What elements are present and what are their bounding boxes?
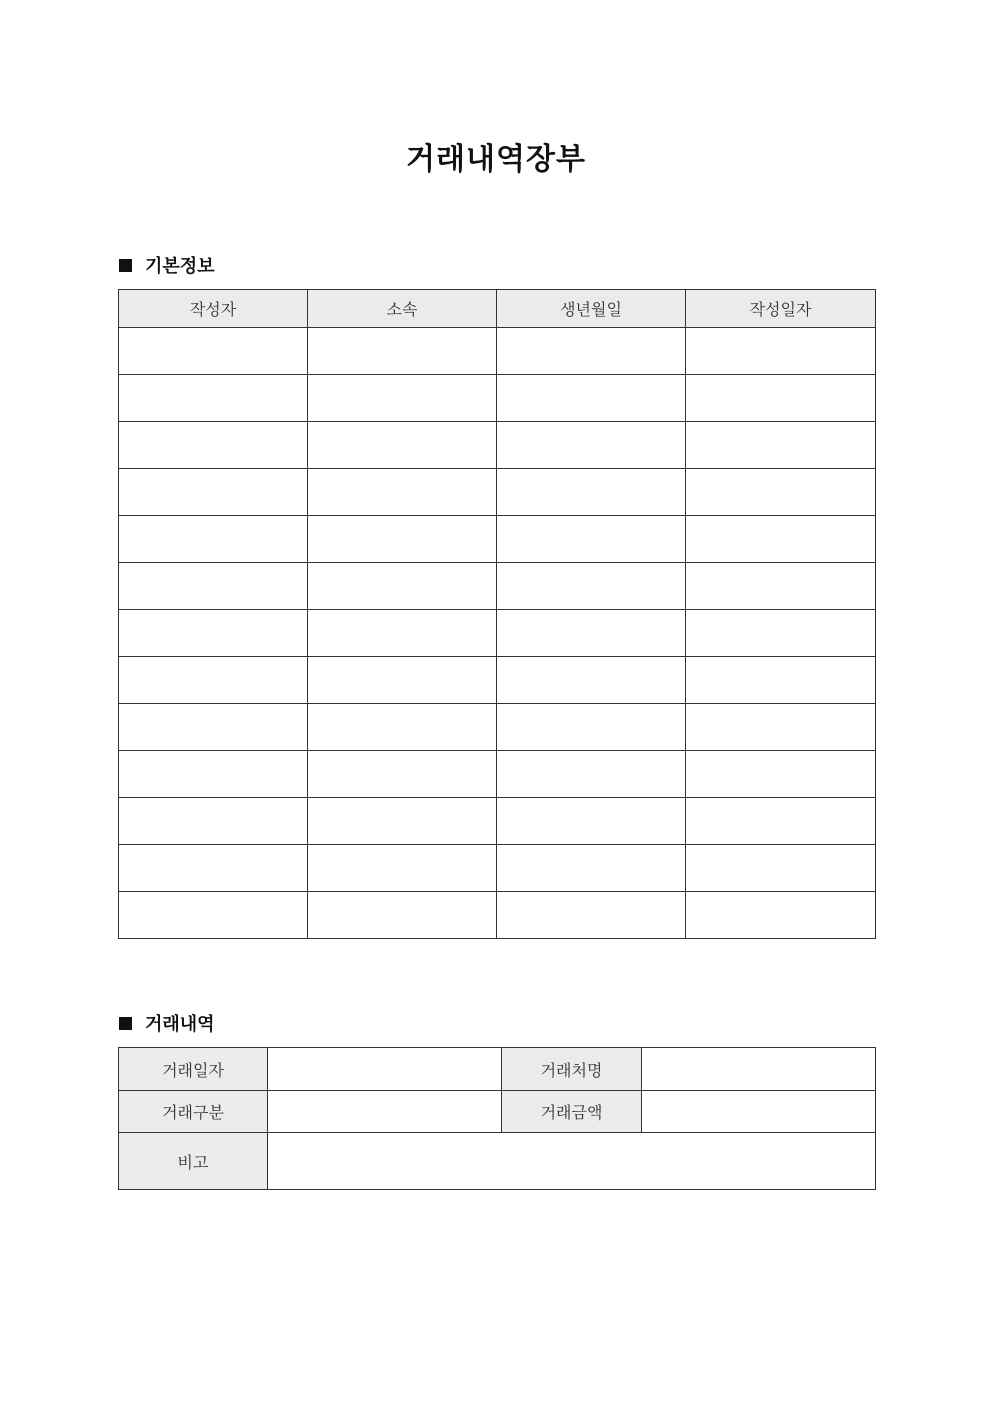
cell-written-date[interactable] [686,469,876,516]
document-title: 거래내역장부 [406,142,586,177]
transaction-row [119,1091,876,1133]
label-transaction-amount: 거래금액 [502,1091,642,1133]
cell-writer[interactable] [119,892,308,939]
cell-written-date[interactable] [686,704,876,751]
table-row [119,845,876,892]
transaction-row [119,1133,876,1190]
table-row [119,610,876,657]
cell-writer[interactable] [119,422,308,469]
cell-writer[interactable] [119,610,308,657]
cell-birthdate[interactable] [497,798,686,845]
transaction-table [118,1047,876,1190]
cell-birthdate[interactable] [497,610,686,657]
cell-affiliation[interactable] [308,375,497,422]
cell-affiliation[interactable] [308,751,497,798]
partner-name-field[interactable] [642,1048,876,1091]
label-transaction-date: 거래일자 [119,1048,268,1091]
cell-affiliation[interactable] [308,657,497,704]
table-row [119,657,876,704]
cell-birthdate[interactable] [497,422,686,469]
table-row [119,751,876,798]
cell-written-date[interactable] [686,798,876,845]
table-row [119,422,876,469]
cell-written-date[interactable] [686,375,876,422]
column-header-written-date: 작성일자 [686,290,876,328]
cell-birthdate[interactable] [497,328,686,375]
cell-written-date[interactable] [686,563,876,610]
cell-writer[interactable] [119,328,308,375]
cell-writer[interactable] [119,751,308,798]
cell-writer[interactable] [119,845,308,892]
square-bullet-icon [119,259,132,272]
column-header-affiliation: 소속 [308,290,497,328]
transaction-row [119,1048,876,1091]
cell-affiliation[interactable] [308,610,497,657]
cell-writer[interactable] [119,704,308,751]
cell-birthdate[interactable] [497,892,686,939]
cell-affiliation[interactable] [308,704,497,751]
cell-birthdate[interactable] [497,845,686,892]
cell-affiliation[interactable] [308,422,497,469]
cell-writer[interactable] [119,563,308,610]
note-field[interactable] [268,1133,876,1190]
cell-writer[interactable] [119,798,308,845]
cell-writer[interactable] [119,657,308,704]
table-row [119,892,876,939]
cell-affiliation[interactable] [308,469,497,516]
cell-birthdate[interactable] [497,704,686,751]
cell-affiliation[interactable] [308,845,497,892]
basic-info-table [118,289,876,939]
cell-written-date[interactable] [686,657,876,704]
cell-birthdate[interactable] [497,375,686,422]
label-partner-name: 거래처명 [502,1048,642,1091]
cell-written-date[interactable] [686,422,876,469]
table-row [119,563,876,610]
square-bullet-icon [119,1017,132,1030]
basic-info-heading-label: 기본정보 [145,256,215,277]
cell-affiliation[interactable] [308,516,497,563]
cell-writer[interactable] [119,375,308,422]
cell-writer[interactable] [119,469,308,516]
column-header-birthdate: 생년월일 [497,290,686,328]
label-transaction-type: 거래구분 [119,1091,268,1133]
cell-written-date[interactable] [686,751,876,798]
cell-affiliation[interactable] [308,563,497,610]
transaction-type-field[interactable] [268,1091,502,1133]
cell-birthdate[interactable] [497,751,686,798]
table-row [119,469,876,516]
cell-written-date[interactable] [686,892,876,939]
cell-written-date[interactable] [686,328,876,375]
basic-info-heading [119,252,215,278]
transaction-date-field[interactable] [268,1048,502,1091]
cell-written-date[interactable] [686,845,876,892]
table-row [119,704,876,751]
transaction-heading-label: 거래내역 [145,1014,215,1035]
cell-written-date[interactable] [686,610,876,657]
cell-affiliation[interactable] [308,328,497,375]
cell-birthdate[interactable] [497,657,686,704]
cell-affiliation[interactable] [308,892,497,939]
basic-info-header-row [119,290,876,328]
cell-birthdate[interactable] [497,469,686,516]
cell-writer[interactable] [119,516,308,563]
table-row [119,516,876,563]
table-row [119,328,876,375]
column-header-writer: 작성자 [119,290,308,328]
transaction-heading [119,1010,215,1036]
table-row [119,375,876,422]
transaction-amount-field[interactable] [642,1091,876,1133]
cell-birthdate[interactable] [497,516,686,563]
table-row [119,798,876,845]
cell-affiliation[interactable] [308,798,497,845]
label-note: 비고 [119,1133,268,1190]
cell-written-date[interactable] [686,516,876,563]
cell-birthdate[interactable] [497,563,686,610]
